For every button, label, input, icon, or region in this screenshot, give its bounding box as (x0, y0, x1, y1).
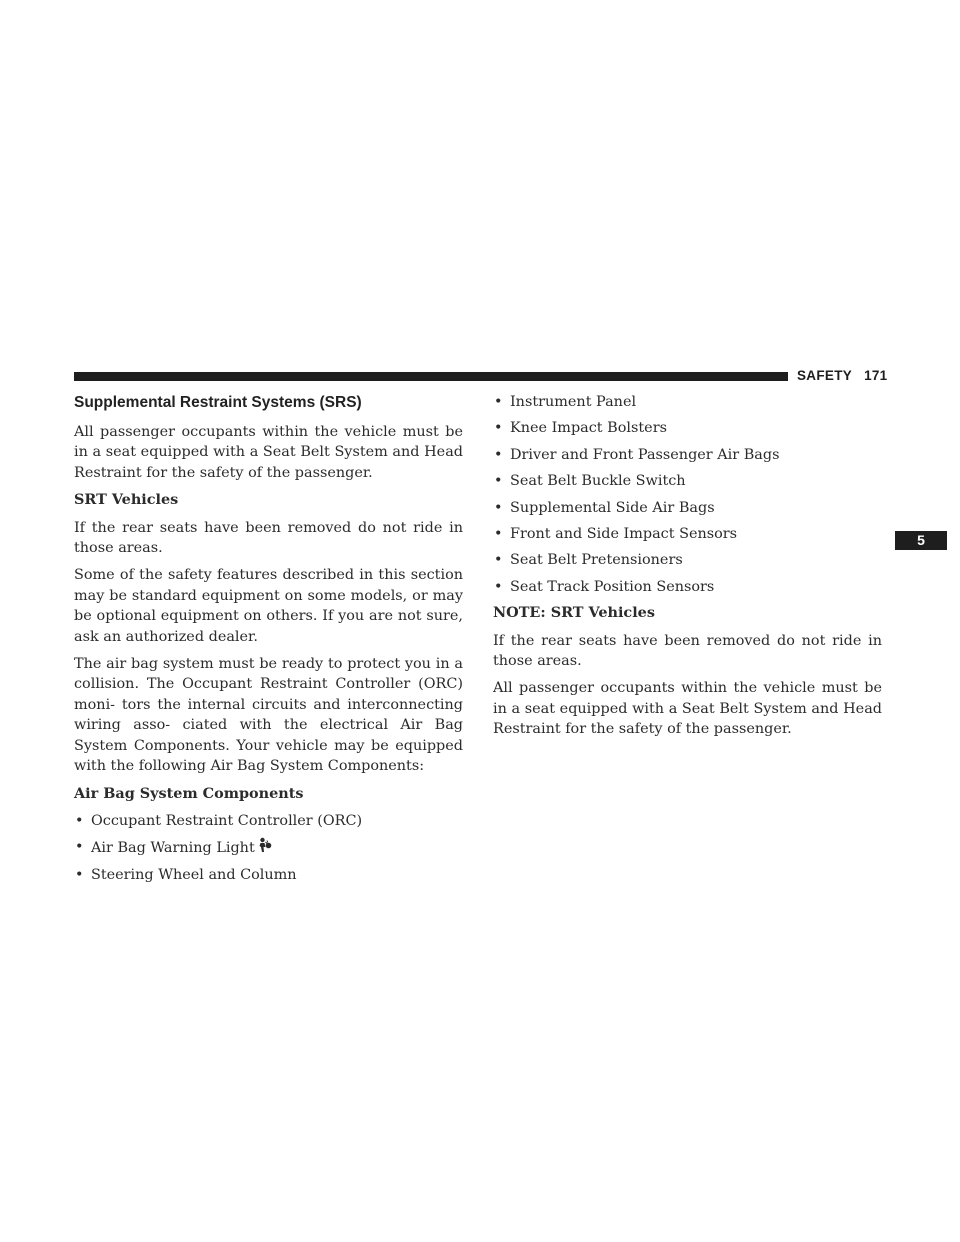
list-item: • Seat Belt Buckle Switch (493, 471, 882, 491)
subheading-srt-vehicles: SRT Vehicles (74, 491, 179, 509)
list-item: • Air Bag Warning Light (74, 837, 463, 858)
paragraph: The air bag system must be ready to protect you in a collision. The Occupant Restraint Controller (ORC) moni- tors the internal circuits and interconnecting wiring asso- ciated with the electrical Air Bag System Components. Your vehicle may be equipped with the following Air Bag System Components: (74, 656, 463, 775)
paragraph: Some of the safety features described in this section may be standard equipment on some models, or may be optional equipment on others. If you are not sure, ask an authorized dealer. (74, 567, 463, 645)
bullet-icon: • (494, 446, 503, 463)
chapter-tab: 5 (895, 531, 947, 550)
right-column (493, 392, 882, 747)
left-column (74, 392, 463, 891)
paragraph: All passenger occupants within the vehicle must be in a seat equipped with a Seat Belt System and Head Restraint for the safety of the passenger. (74, 424, 463, 481)
paragraph: If the rear seats have been removed do not ride in those areas. (74, 519, 463, 557)
list-item: • Driver and Front Passenger Air Bags (493, 445, 882, 465)
paragraph: All passenger occupants within the vehicle must be in a seat equipped with a Seat Belt System and Head Restraint for the safety of the passenger. (493, 680, 882, 738)
note-heading: NOTE: SRT Vehicles (493, 604, 655, 622)
list-item: • Occupant Restraint Controller (ORC) (74, 811, 463, 831)
bullet-icon: • (494, 578, 503, 595)
running-header (797, 368, 888, 383)
component-list (74, 811, 463, 885)
subheading-air-bag-components: Air Bag System Components (74, 784, 304, 802)
list-item: • Knee Impact Bolsters (493, 418, 882, 438)
bullet-icon: • (494, 473, 503, 490)
header-rule (74, 372, 788, 381)
bullet-icon: • (75, 812, 84, 829)
list-item: • Seat Track Position Sensors (493, 577, 882, 597)
bullet-icon: • (494, 552, 503, 569)
bullet-icon: • (75, 839, 84, 856)
list-item: • Instrument Panel (493, 392, 882, 412)
list-item: • Front and Side Impact Sensors (493, 524, 882, 544)
list-item: • Supplemental Side Air Bags (493, 498, 882, 518)
section-name: SAFETY (797, 368, 853, 383)
bullet-icon: • (494, 526, 503, 543)
component-list-continued (493, 392, 882, 597)
bullet-icon: • (494, 394, 503, 410)
paragraph: If the rear seats have been removed do not ride in those areas. (493, 632, 882, 670)
airbag-warning-icon (256, 837, 272, 853)
bullet-icon: • (494, 499, 503, 516)
bullet-icon: • (494, 420, 503, 437)
list-item: • Steering Wheel and Column (74, 865, 463, 885)
section-title: Supplemental Restraint Systems (SRS) (74, 394, 362, 411)
bullet-icon: • (75, 866, 84, 883)
list-item: • Seat Belt Pretensioners (493, 550, 882, 570)
page-number: 171 (864, 368, 888, 383)
